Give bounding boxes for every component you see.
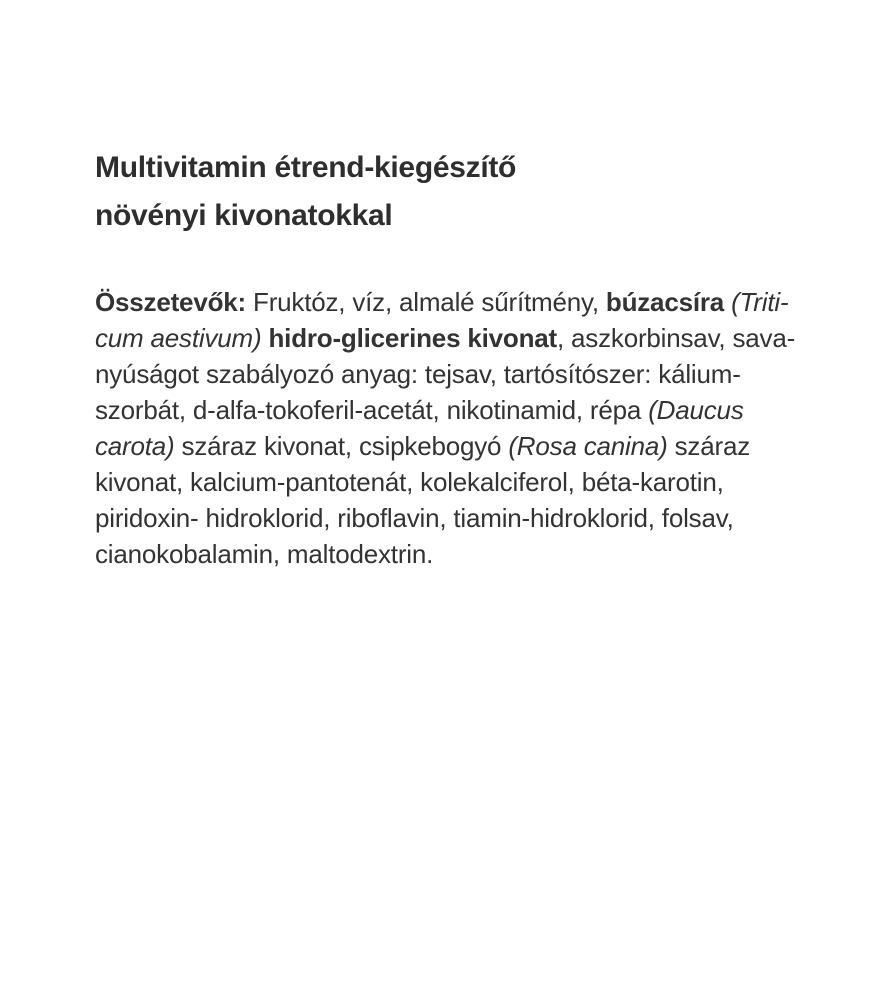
ingredients-segment: száraz: [667, 431, 751, 461]
ingredients-line: [95, 500, 815, 536]
label-page: [95, 144, 815, 572]
ingredients-segment-italic: (Triti-: [731, 287, 789, 317]
ingredients-segment: nyúságot szabályozó anyag: tejsav, tartósítószer: kálium-: [95, 359, 741, 389]
ingredients-segment: piridoxin- hidroklorid, riboflavin, tiamin-hidroklorid, folsav,: [95, 503, 734, 533]
ingredients-segment: Fruktóz, víz, almalé sűrítmény,: [245, 287, 606, 317]
ingredients-paragraph: [95, 284, 815, 572]
ingredients-segment-italic: cum aestivum): [95, 323, 262, 353]
ingredients-segment: kivonat, kalcium-pantotenát, kolekalciferol, béta-karotin,: [95, 467, 724, 497]
ingredients-line: [95, 464, 815, 500]
product-title-line-2: növényi kivonatokkal: [95, 199, 393, 232]
ingredients-segment-bold: hidro-glicerines kivonat: [268, 323, 557, 353]
ingredients-segment-italic: carota): [95, 431, 175, 461]
ingredients-line: [95, 428, 815, 464]
product-title: [95, 144, 815, 240]
ingredients-segment: cianokobalamin, maltodextrin.: [95, 539, 434, 569]
ingredients-line: [95, 356, 815, 392]
ingredients-segment: szorbát, d-alfa-tokoferil-acetát, nikotinamid, répa: [95, 395, 649, 425]
ingredients-segment-bold: Összetevők:: [95, 287, 246, 317]
ingredients-line: [95, 536, 815, 572]
ingredients-segment: , aszkorbinsav, sava-: [556, 323, 796, 353]
ingredients-segment-italic: (Rosa canina): [508, 431, 668, 461]
product-title-line-1: Multivitamin étrend-kiegészítő: [95, 151, 517, 184]
ingredients-segment: száraz kivonat, csipkebogyó: [174, 431, 509, 461]
ingredients-line: [95, 320, 815, 356]
ingredients-line: [95, 392, 815, 428]
ingredients-segment-italic: (Daucus: [648, 395, 744, 425]
ingredients-segment-bold: búzacsíra: [605, 287, 725, 317]
ingredients-line: [95, 284, 815, 320]
